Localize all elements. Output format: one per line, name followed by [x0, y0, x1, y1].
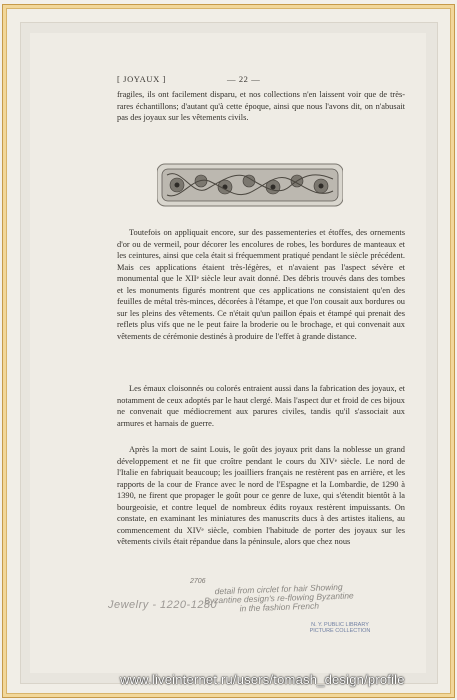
- pencil-note: detail from circlet for hair Showing Byzantine design's re-flowing Byzantine in the fashion French: [204, 581, 354, 614]
- pencil-jewelry-label: Jewelry - 1220-1280: [108, 599, 218, 611]
- paragraph-1: fragiles, ils ont facilement disparu, et nos collections n'en laissent voir que de très-rares échantillons; d'autant qu'à cette époque, ainsi que nous l'avons dit, on n'abusait pas des joyaux sur les vêtements civils.: [117, 90, 405, 122]
- paragraph-4: Après la mort de saint Louis, le goût des joyaux prit dans la noblesse un grand développement et ne fit que croître pendant le cours du XIVᵉ siècle. Le nord de l'Italie en fabriquait beaucoup; les joailliers français ne restèrent pas en arrière, et les rapports de la cour de France avec le nord de l'Espagne et la Lombardie, de 1290 à 1390, ne firent que propager le goût pour ce genre de luxe, qui s'étendit bientôt à la bourgeoisie, et contre lequel de nombreux édits royaux restèrent impuissants. On constate, en examinant les miniatures des manuscrits ducs à des artistes italiens, au commencement du XIVᵉ siècle, combien l'habitude de porter des joyaux sur les vêtements civils était répandue dans la péninsule, alors que chez nous: [117, 445, 405, 546]
- circlet-ornament-image: [157, 157, 343, 213]
- book-page: [30, 33, 426, 673]
- watermark-text: www.liveinternet.ru/users/tomash_design/profile: [120, 672, 405, 687]
- page-number: — 22 —: [227, 74, 261, 84]
- library-stamp: N. Y. PUBLIC LIBRARY PICTURE COLLECTION: [309, 622, 371, 634]
- section-title: [ JOYAUX ]: [117, 74, 166, 84]
- paragraph-3: Les émaux cloisonnés ou colorés entraient aussi dans la fabrication des joyaux, et notamment de ceux adoptés par le haut clergé. Mais l'aspect dur et froid de ces bijoux ne convenait que médiocrement aux parures civiles, tandis qu'il s'associait aux armures et harnais de guerre.: [117, 384, 405, 428]
- pencil-number: 2706: [190, 578, 206, 585]
- paragraph-2: Toutefois on appliquait encore, sur des passementeries et étoffes, des ornements d'or ou de vermeil, pour décorer les encolures de robes, les bordures de manteaux et les ceintures, ainsi que cela était si fréquemment pratiqué pendant le siècle précédent. Mais ces applications étaient très-légères, et n'avaient pas l'aspect sévère et monumental que le XIIᵉ siècle leur avait donné. Des débris trouvés dans des tombes et les monuments figurés montrent que ces applications ne consistaient qu'en des feuilles de métal très-minces, décorées à l'étampe, et que l'on cousait aux bordures ou sur les pleins des vêtements. Ce n'était qu'un paillon épais et étampé qui prenait des reflets plus vifs que ne le peut faire la broderie ou le brochage, et qui convenait aux vêtements de cérémonie destinés à produire de l'effet à grande distance.: [117, 228, 405, 341]
- page-header: [117, 74, 417, 86]
